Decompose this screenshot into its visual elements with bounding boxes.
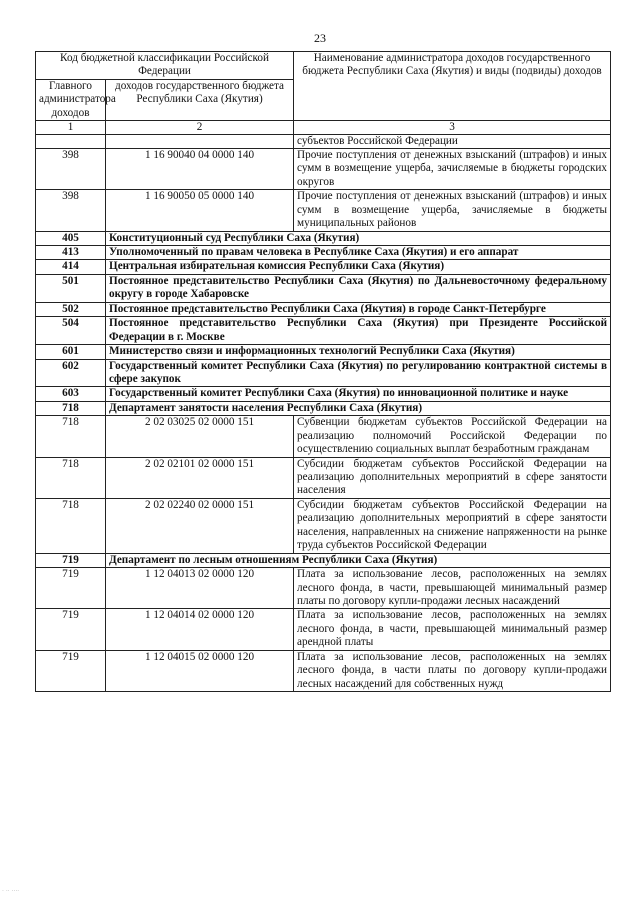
income-code-cell: 1 12 04014 02 0000 120 (106, 609, 294, 650)
header-main-administrator: Главного администратора доходов (36, 79, 106, 120)
admin-code-cell: 603 (36, 387, 106, 401)
administrator-row (36, 231, 611, 245)
admin-code-cell: 414 (36, 260, 106, 274)
income-row (36, 498, 611, 553)
income-description-cell: Прочие поступления от денежных взысканий (штрафов) и иных сумм в возмещение ущерба, зачисляемые в бюджеты городских округов (294, 148, 611, 189)
income-description-cell: Субсидии бюджетам субъектов Российской Федерации на реализацию дополнительных мероприятий в сфере занятости населения (294, 457, 611, 498)
admin-code-cell: 718 (36, 416, 106, 457)
income-code-cell (106, 134, 294, 148)
administrator-row (36, 401, 611, 415)
table-header-row (36, 52, 611, 80)
income-description-cell: Субсидии бюджетам субъектов Российской Федерации на реализацию дополнительных мероприятий в сфере занятости населения, направленных на снижение напряженности на рынке труда субъектов Российской Федерации (294, 498, 611, 553)
admin-name-cell: Департамент по лесным отношениям Республики Саха (Якутия) (106, 553, 611, 567)
admin-code-cell: 718 (36, 498, 106, 553)
income-row (36, 457, 611, 498)
income-description-cell: субъектов Российской Федерации (294, 134, 611, 148)
admin-name-cell: Постоянное представительство Республики Саха (Якутия) в городе Санкт-Петербурге (106, 302, 611, 316)
admin-name-cell: Уполномоченный по правам человека в Республике Саха (Якутия) и его аппарат (106, 246, 611, 260)
admin-code-cell: 413 (36, 246, 106, 260)
admin-code-cell: 719 (36, 609, 106, 650)
column-number: 2 (106, 121, 294, 134)
admin-code-cell: 398 (36, 148, 106, 189)
budget-classification-table (35, 51, 611, 692)
admin-name-cell: Постоянное представительство Республики Саха (Якутия) по Дальневосточному федеральному округу в городе Хабаровске (106, 274, 611, 302)
admin-name-cell: Министерство связи и информационных технологий Республики Саха (Якутия) (106, 345, 611, 359)
income-description-cell: Плата за использование лесов, расположенных на землях лесного фонда, в части, превышающей минимальный размер платы по договору купли-продажи лесных насаждений (294, 568, 611, 609)
income-description-cell: Прочие поступления от денежных взысканий (штрафов) и иных сумм в возмещение ущерба, зачисляемые в бюджеты муниципальных районов (294, 190, 611, 231)
income-row (36, 190, 611, 231)
header-income-code: доходов государственного бюджета Республики Саха (Якутия) (106, 79, 294, 120)
admin-name-cell: Конституционный суд Республики Саха (Якутия) (106, 231, 611, 245)
header-administrator-name: Наименование администратора доходов государственного бюджета Республики Саха (Якутия) и виды (подвиды) доходов (294, 52, 611, 121)
column-number: 1 (36, 121, 106, 134)
page-number: 23 (314, 31, 326, 45)
income-row (36, 568, 611, 609)
income-description-cell: Субвенции бюджетам субъектов Российской Федерации на реализацию полномочий Российской Федерации по осуществлению социальных выплат безработным гражданам (294, 416, 611, 457)
administrator-row (36, 274, 611, 302)
admin-code-cell: 602 (36, 359, 106, 387)
admin-name-cell: Государственный комитет Республики Саха (Якутия) по инновационной политике и науке (106, 387, 611, 401)
admin-code-cell: 601 (36, 345, 106, 359)
income-code-cell: 1 16 90050 05 0000 140 (106, 190, 294, 231)
admin-name-cell: Постоянное представительство Республики Саха (Якутия) при Президенте Российской Федерации в г. Москве (106, 317, 611, 345)
administrator-row (36, 246, 611, 260)
admin-code-cell: 719 (36, 553, 106, 567)
admin-code-cell: 718 (36, 401, 106, 415)
income-code-cell: 2 02 03025 02 0000 151 (106, 416, 294, 457)
income-code-cell: 2 02 02240 02 0000 151 (106, 498, 294, 553)
income-code-cell: 1 12 04015 02 0000 120 (106, 650, 294, 691)
income-row (36, 650, 611, 691)
column-number: 3 (294, 121, 611, 134)
admin-code-cell (36, 134, 106, 148)
admin-name-cell: Центральная избирательная комиссия Республики Саха (Якутия) (106, 260, 611, 274)
admin-name-cell: Департамент занятости населения Республики Саха (Якутия) (106, 401, 611, 415)
income-description-cell: Плата за использование лесов, расположенных на землях лесного фонда, в части платы по договору купли-продажи лесных насаждений для собственных нужд (294, 650, 611, 691)
income-row (36, 416, 611, 457)
administrator-row (36, 359, 611, 387)
administrator-row (36, 345, 611, 359)
administrator-row (36, 317, 611, 345)
administrator-row (36, 553, 611, 567)
admin-code-cell: 504 (36, 317, 106, 345)
administrator-row (36, 302, 611, 316)
income-description-cell: Плата за использование лесов, расположенных на землях лесного фонда, в части, превышающей минимальный размер арендной платы (294, 609, 611, 650)
admin-code-cell: 405 (36, 231, 106, 245)
income-row (36, 134, 611, 148)
header-budget-code-group: Код бюджетной классификации Российской Федерации (36, 52, 294, 80)
admin-code-cell: 719 (36, 568, 106, 609)
administrator-row (36, 387, 611, 401)
income-row (36, 148, 611, 189)
administrator-row (36, 260, 611, 274)
income-row (36, 609, 611, 650)
admin-name-cell: Государственный комитет Республики Саха (Якутия) по регулированию контрактной системы в сфере закупок (106, 359, 611, 387)
income-code-cell: 1 12 04013 02 0000 120 (106, 568, 294, 609)
admin-code-cell: 719 (36, 650, 106, 691)
scan-margin-mark: · ·· ···· (2, 888, 20, 895)
admin-code-cell: 501 (36, 274, 106, 302)
column-number-row (36, 121, 611, 134)
admin-code-cell: 718 (36, 457, 106, 498)
admin-code-cell: 398 (36, 190, 106, 231)
income-code-cell: 1 16 90040 04 0000 140 (106, 148, 294, 189)
income-code-cell: 2 02 02101 02 0000 151 (106, 457, 294, 498)
admin-code-cell: 502 (36, 302, 106, 316)
